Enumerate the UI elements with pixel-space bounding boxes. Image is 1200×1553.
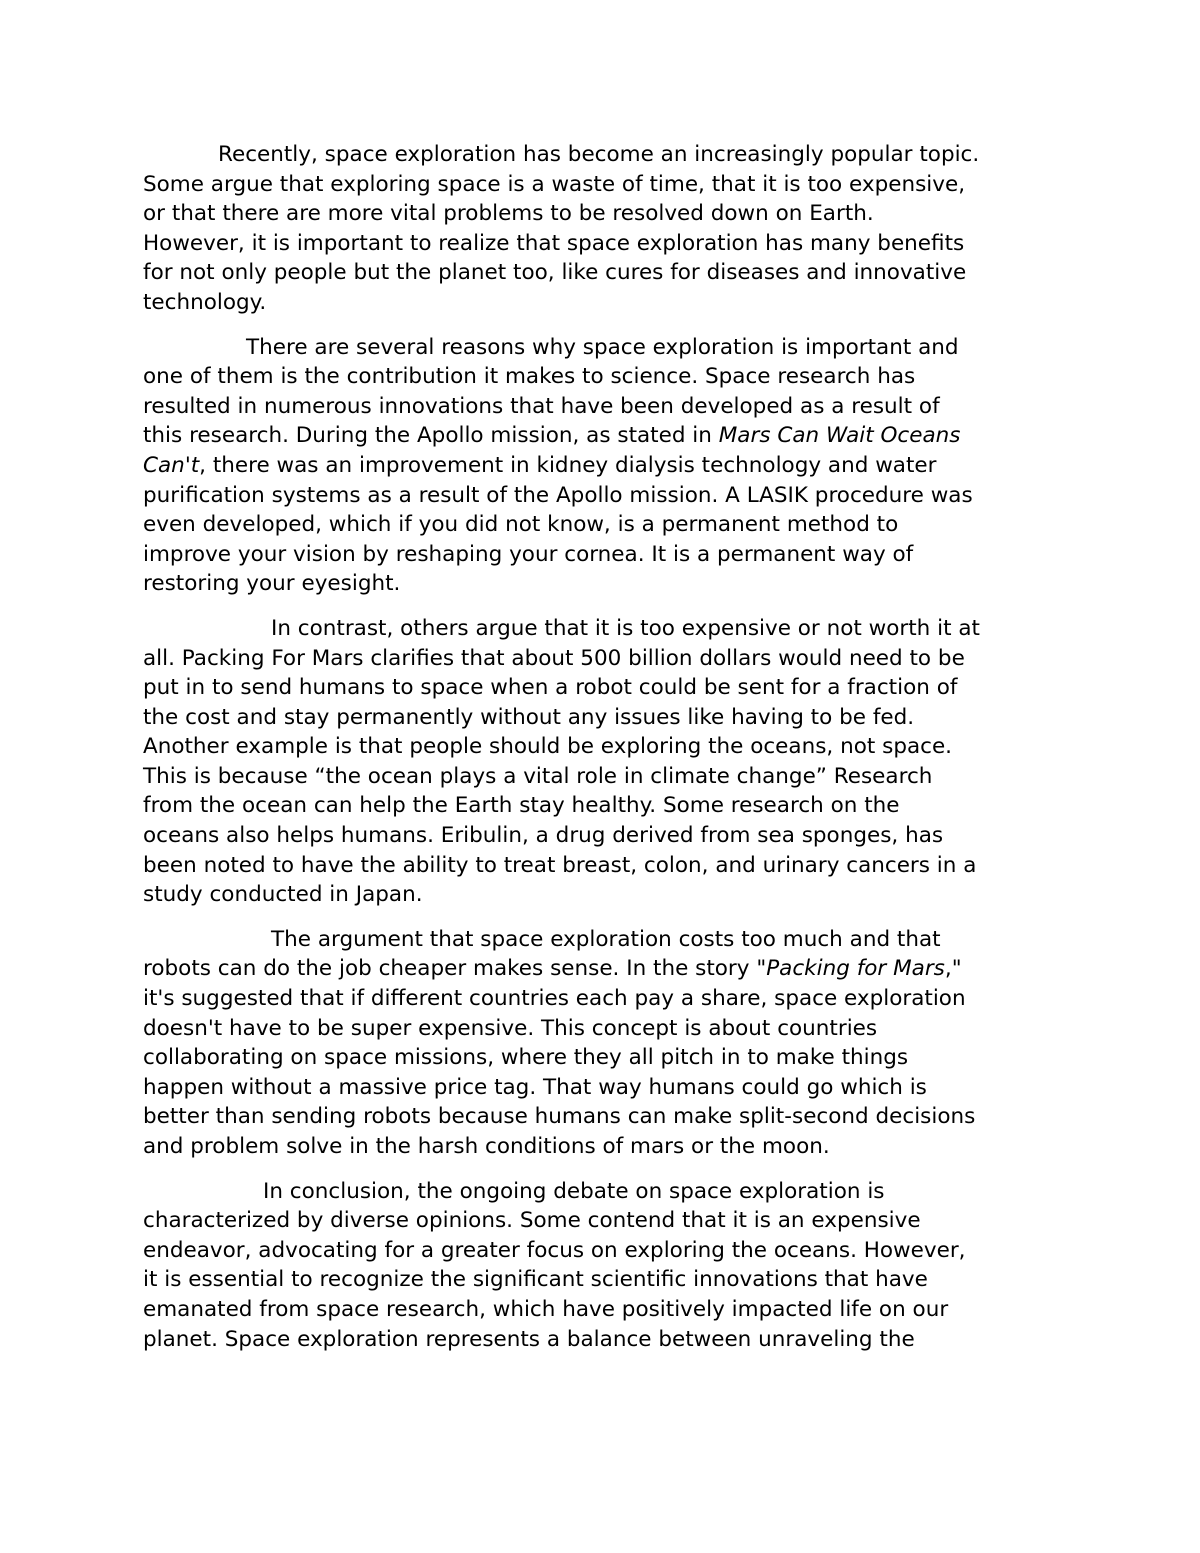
text-run: this research. During the Apollo mission, as stated in [143,423,719,449]
text-line: endeavor, advocating for a greater focus on exploring the oceans. However, [143,1237,966,1263]
text-line: even developed, which if you did not know, is a permanent method to [143,512,899,538]
text-line: and problem solve in the harsh conditions of mars or the moon. [143,1134,830,1159]
text-line: oceans also helps humans. Eribulin, a drug derived from sea sponges, has [143,823,944,849]
paragraph-5 [143,1177,1058,1355]
italic-title: Mars Can Wait Oceans [718,423,961,449]
text-run: ," [944,956,962,982]
text-line: put in to send humans to space when a robot could be sent for a fraction of [143,675,958,701]
text-line: all. Packing For Mars clarifies that about 500 billion dollars would need to be [143,645,965,671]
text-line: This is because “the ocean plays a vital role in climate change” Research [143,763,933,789]
text-line: been noted to have the ability to treat breast, colon, and urinary cancers in a [143,852,977,878]
text-line: it is essential to recognize the significant scientific innovations that have [143,1267,928,1293]
italic-title: Can't [143,452,200,478]
text-line: In conclusion, the ongoing debate on space exploration is [263,1178,885,1204]
text-line: characterized by diverse opinions. Some contend that it is an expensive [143,1208,921,1234]
paragraph-2 [143,333,1058,599]
text-line: study conducted in Japan. [143,882,423,908]
document-body [143,140,1058,1369]
paragraph-3 [143,614,1058,910]
paragraph-4 [143,925,1058,1162]
text-line: it's suggested that if different countries each pay a share, space exploration [143,986,966,1012]
text-line: the cost and stay permanently without any issues like having to be fed. [143,704,915,730]
text-line: for not only people but the planet too, like cures for diseases and innovative [143,260,967,286]
paragraph-1 [143,140,1058,318]
text-line: The argument that space exploration costs too much and that [271,926,941,952]
text-line [143,954,1058,984]
text-line: planet. Space exploration represents a balance between unraveling the [143,1326,915,1352]
text-line: restoring your eyesight. [143,571,401,597]
text-line: or that there are more vital problems to be resolved down on Earth. [143,201,874,227]
text-line: Some argue that exploring space is a waste of time, that it is too expensive, [143,171,966,197]
text-line: improve your vision by reshaping your cornea. It is a permanent way of [143,541,914,567]
text-line: purification systems as a result of the Apollo mission. A LASIK procedure was [143,482,973,508]
text-line: In contrast, others argue that it is too expensive or not worth it at [271,615,980,641]
text-run: robots can do the job cheaper makes sense. In the story " [143,956,767,982]
text-line [143,451,1058,481]
text-line: There are several reasons why space exploration is important and [246,334,959,360]
text-line: collaborating on space missions, where they all pitch in to make things [143,1045,909,1071]
text-line [143,421,1058,451]
text-line: doesn't have to be super expensive. This concept is about countries [143,1015,878,1041]
text-line: Another example is that people should be exploring the oceans, not space. [143,734,953,760]
text-line: happen without a massive price tag. That way humans could go which is [143,1074,927,1100]
italic-title: Packing for Mars [766,956,945,982]
text-line: better than sending robots because humans can make split-second decisions [143,1104,976,1130]
text-line: from the ocean can help the Earth stay healthy. Some research on the [143,793,900,819]
text-line: one of them is the contribution it makes to science. Space research has [143,364,916,390]
text-line: technology. [143,289,267,315]
text-line: However, it is important to realize that space exploration has many benefits [143,230,965,256]
text-run: , there was an improvement in kidney dialysis technology and water [199,452,937,478]
text-line: Recently, space exploration has become an increasingly popular topic. [218,142,980,167]
text-line: resulted in numerous innovations that have been developed as a result of [143,393,940,419]
text-line: emanated from space research, which have positively impacted life on our [143,1296,949,1322]
